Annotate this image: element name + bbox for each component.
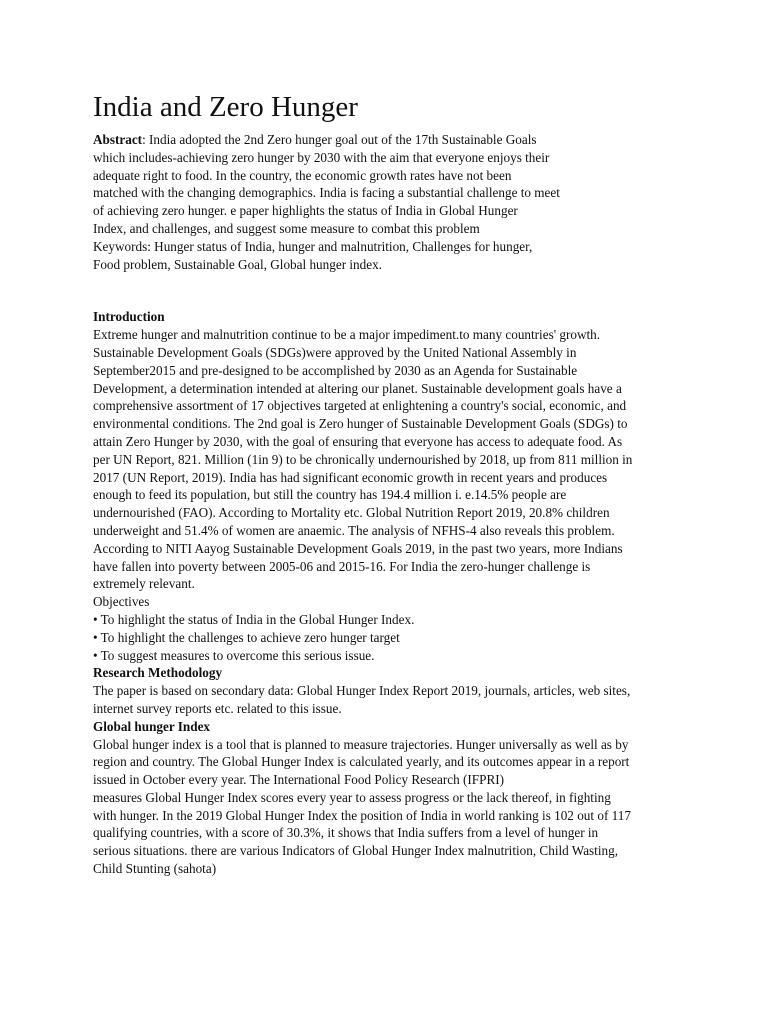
keywords-line: Food problem, Sustainable Goal, Global hunger index. (93, 256, 382, 272)
abstract-line: Index, and challenges, and suggest some measure to combat this problem (93, 220, 480, 236)
introduction-line: per UN Report, 821. Million (1in 9) to be chronically undernourished by 2018, up from 811 million in (93, 451, 633, 467)
abstract-label: Abstract (93, 132, 143, 147)
methodology-section (93, 664, 683, 717)
objective-item: • To suggest measures to overcome this serious issue. (93, 647, 375, 663)
introduction-line: Development, a determination intended at altering our planet. Sustainable development goals have a (93, 380, 622, 396)
objectives-heading: Objectives (93, 594, 150, 610)
introduction-line: environmental conditions. The 2nd goal is Zero hunger of Sustainable Development Goals (SDGs) to (93, 416, 628, 432)
ghi-line: issued in October every year. The International Food Policy Research (IFPRI) (93, 772, 505, 788)
section-spacer (93, 273, 683, 308)
introduction-line: 2017 (UN Report, 2019). India has had significant economic growth in recent years and produces (93, 469, 608, 485)
introduction-line: comprehensive assortment of 17 objectives targeted at enlightening a country's social, economic, and (93, 398, 627, 414)
ghi-line: qualifying countries, with a score of 30.3%, it shows that India suffers from a level of hunger in (93, 825, 599, 841)
abstract-line: of achieving zero hunger. e paper highlights the status of India in Global Hunger (93, 203, 518, 219)
methodology-heading: Research Methodology (93, 665, 223, 681)
ghi-line: with hunger. In the 2019 Global Hunger Index the position of India in world ranking is 102 out of 117 (93, 807, 631, 823)
abstract-text: : India adopted the 2nd Zero hunger goal out of the 17th Sustainable Goals (142, 132, 537, 147)
introduction-line: September2015 and pre-designed to be accomplished by 2030 as an Agenda for Sustainable (93, 362, 578, 378)
ghi-heading: Global hunger Index (93, 718, 211, 734)
objective-item: • To highlight the status of India in the Global Hunger Index. (93, 611, 415, 627)
abstract-section (93, 131, 683, 273)
abstract-line: matched with the changing demographics. India is facing a substantial challenge to meet (93, 185, 560, 201)
introduction-line: According to NITI Aayog Sustainable Development Goals 2019, in the past two years, more Indians (93, 540, 623, 556)
abstract-line: which includes-achieving zero hunger by 2030 with the aim that everyone enjoys their (93, 149, 550, 165)
introduction-line: Sustainable Development Goals (SDGs)were approved by the United National Assembly in (93, 344, 577, 360)
ghi-line: Global hunger index is a tool that is planned to measure trajectories. Hunger universally as well as by (93, 736, 629, 752)
abstract-line (93, 131, 683, 149)
objective-item: • To highlight the challenges to achieve zero hunger target (93, 629, 400, 645)
methodology-line: internet survey reports etc. related to this issue. (93, 700, 342, 716)
page-title: India and Zero Hunger (93, 91, 358, 123)
introduction-line: underweight and 51.4% of women are anaemic. The analysis of NFHS-4 also reveals this problem. (93, 522, 615, 538)
introduction-line: have fallen into poverty between 2005-06 and 2015-16. For India the zero-hunger challenge is (93, 558, 591, 574)
introduction-section (93, 308, 683, 593)
objectives-section (93, 593, 683, 664)
keywords-line: Keywords: Hunger status of India, hunger and malnutrition, Challenges for hunger, (93, 238, 533, 254)
introduction-heading: Introduction (93, 309, 165, 325)
introduction-line: extremely relevant. (93, 576, 195, 592)
ghi-section (93, 718, 683, 878)
ghi-line: measures Global Hunger Index scores every year to assess progress or the lack thereof, in fighting (93, 789, 611, 805)
introduction-line: undernourished (FAO). According to Mortality etc. Global Nutrition Report 2019, 20.8% children (93, 505, 610, 521)
introduction-line: enough to feed its population, but still the country has 194.4 million i. e.14.5% people are (93, 487, 567, 503)
ghi-line: serious situations. there are various Indicators of Global Hunger Index malnutrition, Child Wasting, (93, 843, 618, 859)
introduction-line: Extreme hunger and malnutrition continue to be a major impediment.to many countries' growth. (93, 327, 601, 343)
abstract-line: adequate right to food. In the country, the economic growth rates have not been (93, 167, 512, 183)
introduction-line: attain Zero Hunger by 2030, with the goal of ensuring that everyone has access to adequate food. As (93, 433, 623, 449)
ghi-line: Child Stunting (sahota) (93, 861, 217, 877)
ghi-line: region and country. The Global Hunger Index is calculated yearly, and its outcomes appear in a report (93, 754, 630, 770)
methodology-line: The paper is based on secondary data: Global Hunger Index Report 2019, journals, articles, web sites, (93, 683, 631, 699)
document-page (93, 89, 683, 878)
